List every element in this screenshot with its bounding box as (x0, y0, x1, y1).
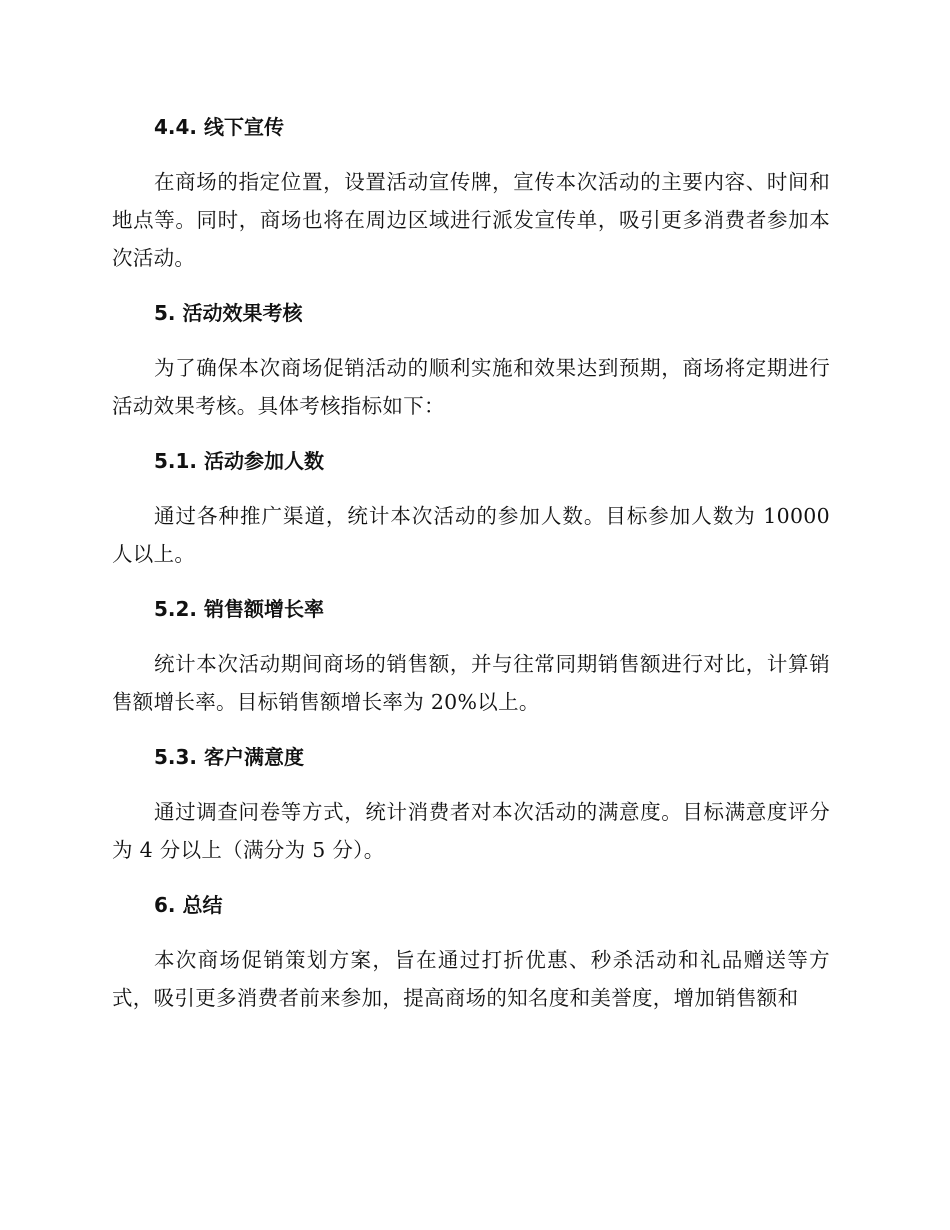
document-body (112, 108, 830, 1017)
section-heading-5-2: 5.2. 销售额增长率 (154, 597, 324, 621)
section-heading-5: 5. 活动效果考核 (154, 301, 303, 325)
section-paragraph-5-1: 通过各种推广渠道，统计本次活动的参加人数。目标参加人数为 10000人以上。 (112, 504, 830, 566)
section-heading-6: 6. 总结 (154, 893, 223, 917)
section-heading-5-1: 5.1. 活动参加人数 (154, 449, 324, 473)
section-heading-5-3: 5.3. 客户满意度 (154, 745, 304, 769)
section-paragraph-5-2: 统计本次活动期间商场的销售额，并与往常同期销售额进行对比，计算销售额增长率。目标销售额增长率为 20%以上。 (112, 652, 830, 714)
section-paragraph-6: 本次商场促销策划方案，旨在通过打折优惠、秒杀活动和礼品赠送等方式，吸引更多消费者前来参加，提高商场的知名度和美誉度，增加销售额和 (112, 948, 830, 1010)
section-heading-4-4: 4.4. 线下宣传 (154, 115, 284, 139)
section-paragraph-5-3: 通过调查问卷等方式，统计消费者对本次活动的满意度。目标满意度评分为 4 分以上（满分为 5 分）。 (112, 800, 830, 862)
section-paragraph-4-4: 在商场的指定位置，设置活动宣传牌，宣传本次活动的主要内容、时间和地点等。同时，商场也将在周边区域进行派发宣传单，吸引更多消费者参加本次活动。 (112, 170, 830, 270)
section-paragraph-5: 为了确保本次商场促销活动的顺利实施和效果达到预期，商场将定期进行活动效果考核。具体考核指标如下： (112, 356, 830, 418)
